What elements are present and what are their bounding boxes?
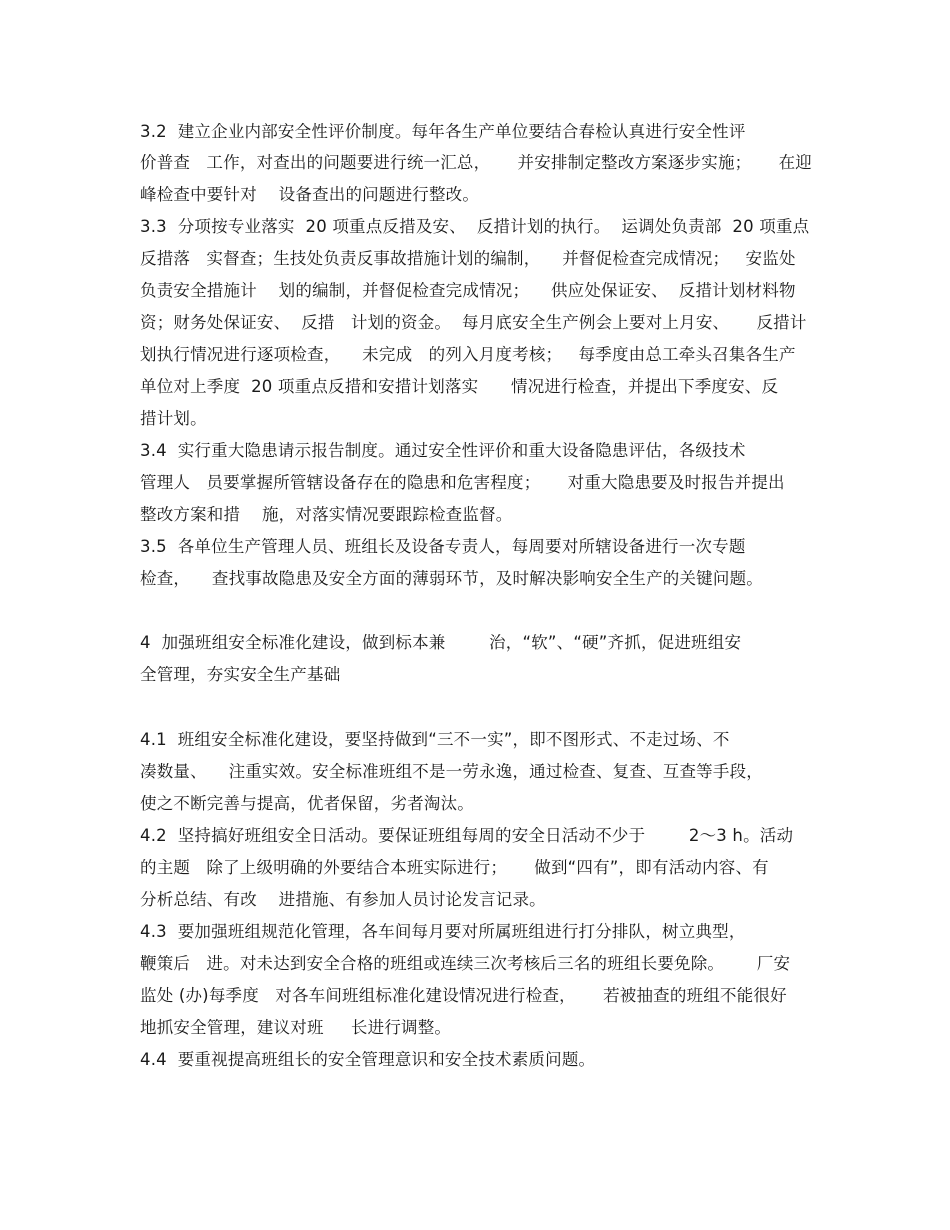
text-line: 资；财务处保证安、 反措 计划的资金。 每月底安全生产例会上要对上月安、 反措计 [140,313,807,332]
text-line: 的主题 除了上级明确的外要结合本班实际进行； 做到“四有”，即有活动内容、有 [140,858,769,877]
text-line: 4.4 要重视提高班组长的安全管理意识和安全技术素质问题。 [140,1050,596,1069]
text-line: 地抓安全管理，建议对班 长进行调整。 [140,1018,452,1037]
text-line: 划执行情况进行逐项检查， 未完成 的列入月度考核； 每季度由总工牵头召集各生产 [140,345,796,364]
text-line: 4.2 坚持搞好班组安全日活动。要保证班组每周的安全日活动不少于 2～3 h。活动 [140,826,794,845]
text-line: 3.3 分项按专业落实 20 项重点反措及安、 反措计划的执行。 运调处负责部 20 项重点 [140,217,810,236]
text-line: 4.3 要加强班组规范化管理，各车间每月要对所属班组进行打分排队，树立典型， [140,922,746,941]
text-line: 措计划。 [140,409,207,428]
text-line: 3.5 各单位生产管理人员、班组长及设备专责人，每周要对所辖设备进行一次专题 [140,537,746,556]
section-heading: 4 加强班组安全标准化建设，做到标本兼 治，“软”、“硬”齐抓，促进班组安 [140,633,742,652]
text-line: 监处 (办)每季度 对各车间班组标准化建设情况进行检查， 若被抽查的班组不能很好 [140,986,787,1005]
text-line: 3.2 建立企业内部安全性评价制度。每年各生产单位要结合春检认真进行安全性评 [140,122,746,141]
text-line: 使之不断完善与提高，优者保留，劣者淘汰。 [140,794,474,813]
text-line: 负责安全措施计 划的编制，并督促检查完成情况； 供应处保证安、 反措计划材料物 [140,281,796,300]
text-line: 分析总结、有改 进措施、有参加人员讨论发言记录。 [140,890,546,909]
text-line: 峰检查中要针对 设备查出的问题进行整改。 [140,185,480,204]
text-line: 凑数量、 注重实效。安全标准班组不是一劳永逸，通过检查、复查、互查等手段， [140,762,763,781]
section-heading: 全管理，夯实安全生产基础 [140,665,341,684]
text-line: 检查， 查找事故隐患及安全方面的薄弱环节，及时解决影响安全生产的关键问题。 [140,569,763,588]
text-line: 管理人 员要掌握所管辖设备存在的隐患和危害程度； 对重大隐患要及时报告并提出 [140,473,785,492]
text-line: 整改方案和措 施，对落实情况要跟踪检查监督。 [140,505,513,524]
text-line: 3.4 实行重大隐患请示报告制度。通过安全性评价和重大设备隐患评估，各级技术 [140,441,746,460]
text-line: 反措落 实督查；生技处负责反事故措施计划的编制， 并督促检查完成情况； 安监处 [140,249,796,268]
text-line: 价普查 工作，对查出的问题要进行统一汇总， 并安排制定整改方案逐步实施； 在迎 [140,153,812,172]
text-line: 鞭策后 进。对未达到安全合格的班组或连续三次考核后三名的班组长要免除。 厂安 [140,954,791,973]
text-line: 4.1 班组安全标准化建设，要坚持做到“三不一实”，即不图形式、不走过场、不 [140,730,730,749]
text-line: 单位对上季度 20 项重点反措和安措计划落实 情况进行检查，并提出下季度安、反 [140,377,779,396]
